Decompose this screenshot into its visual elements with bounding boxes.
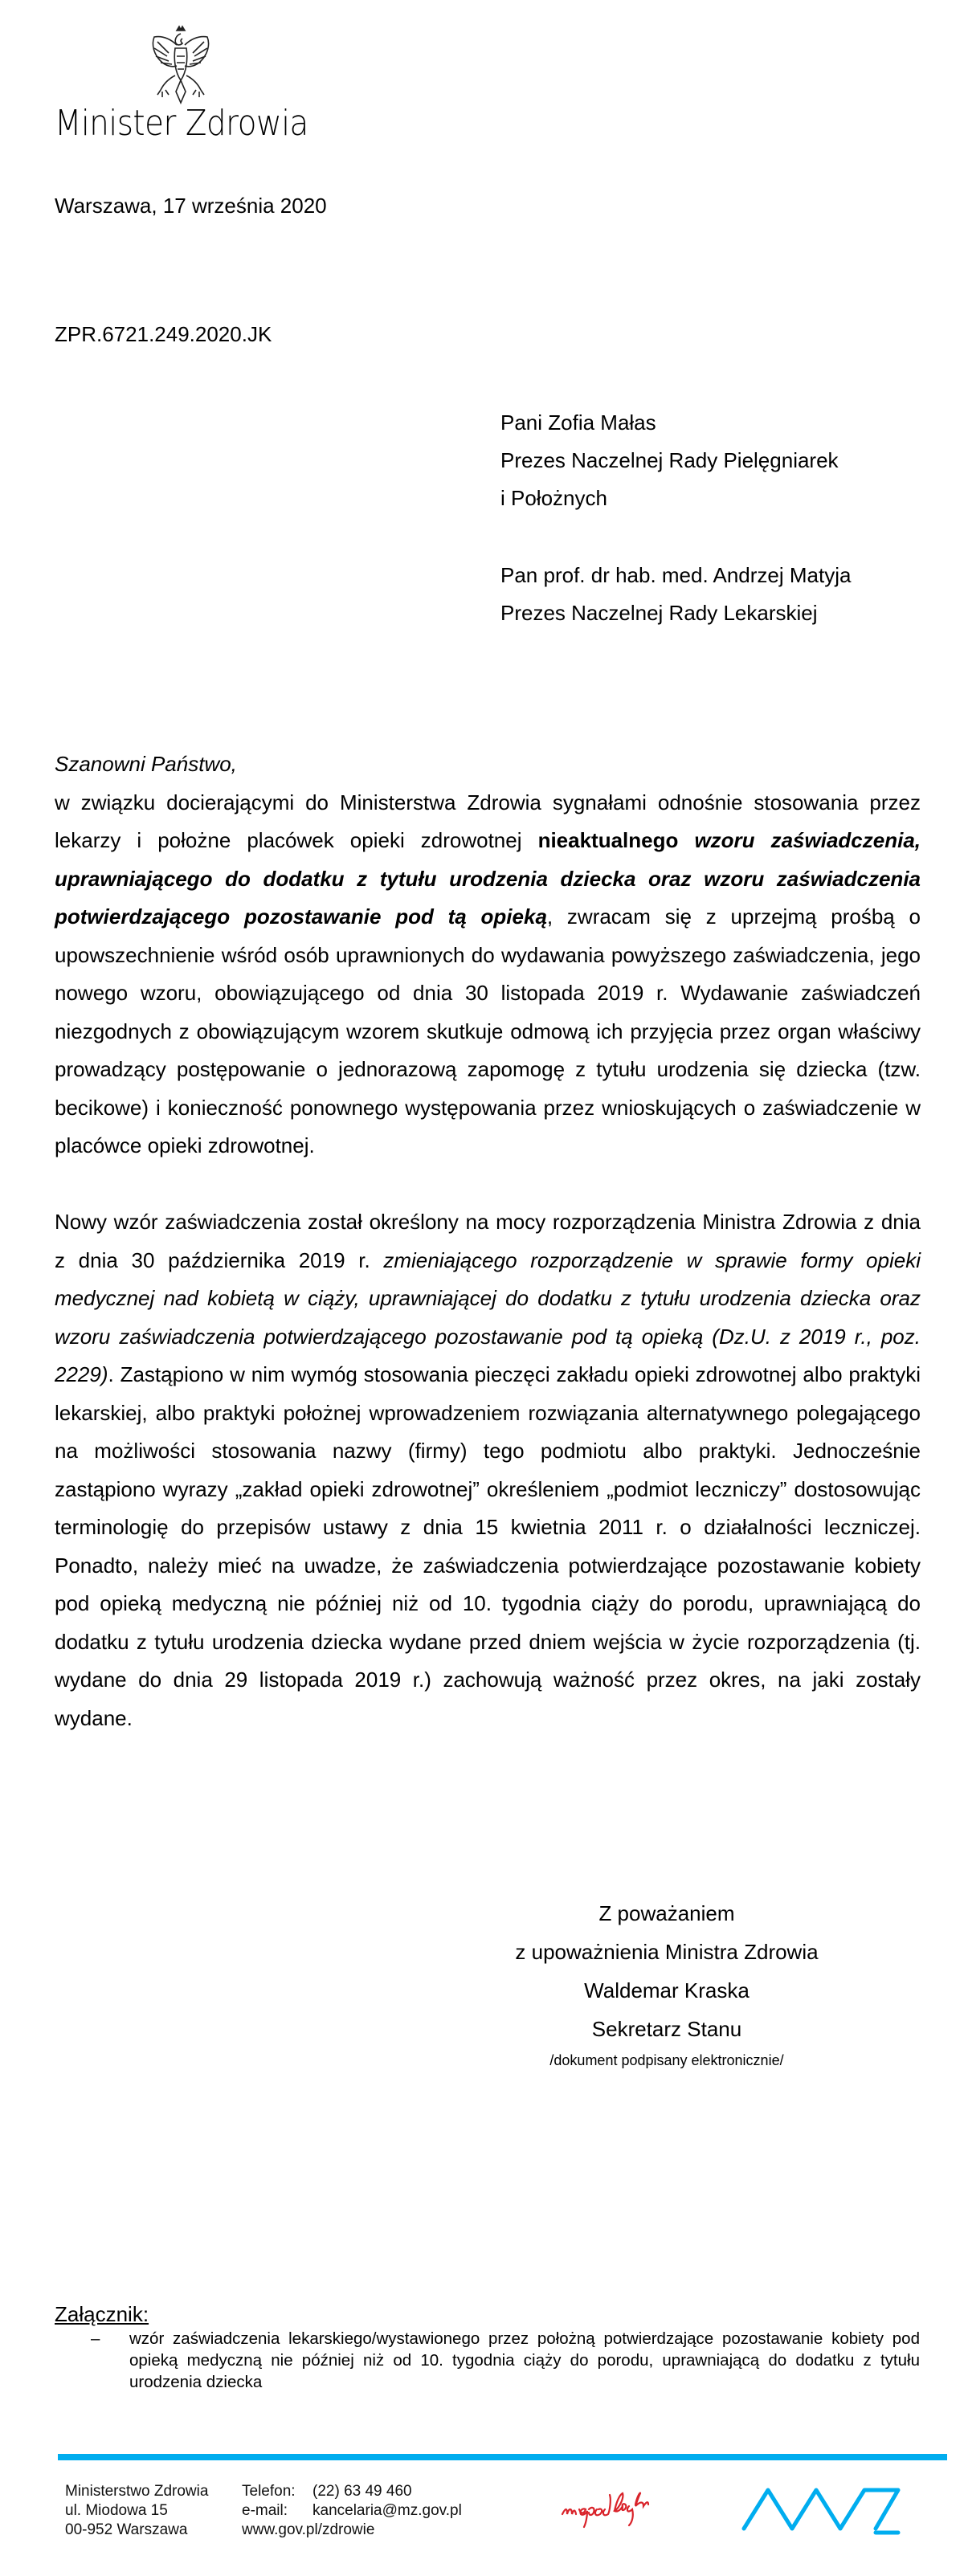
closing: Z poważaniem [598,1901,735,1925]
phone-number: (22) 63 49 460 [312,2483,412,2500]
polish-eagle-emblem-icon [145,24,217,111]
text-run: . Zastąpiono w nim wymóg stosowania pieczęci zakładu opieki zdrowotnej albo praktyki lekarskiej, albo praktyki położnej wprowadzeniem rozwiązania alternatywnego polegającego na możliwości stosowania nazwy (firmy) tego podmiotu albo praktyki. Jednocześnie zastąpiono wyrazy „zakład opieki zdrowotnej” określeniem „podmiot leczniczy” dostosowując terminologię do przepisów ustawy z dnia 15 kwietnia 2011 r. o działalności leczniczej. Ponadto, należy mieć na uwadze, że zaświadczenia potwierdzające pozostawanie kobiety pod opieką medyczną nie później niż od 10. tygodnia ciąży do porodu, uprawniającą do dodatku z tytułu urodzenia dziecka wydane przed dniem wejścia w życie rozporządzenia (tj. wydane do dnia 29 listopada 2019 r.) zachowują ważność przez okres, na jaki zostały wydane. [55,1362,921,1730]
recipient-line: Prezes Naczelnej Rady Pielęgniarek [500,448,839,472]
attachment-title: Załącznik: [55,2302,149,2326]
paragraph-gap [55,1166,921,1204]
recipient-block [500,404,839,517]
footer-address [65,2482,208,2540]
attachment-item [91,2328,920,2393]
recipient-line: Prezes Naczelnej Rady Lekarskiej [500,601,818,625]
bold-run: nieaktualnego [537,828,695,852]
footer-city: 00-952 Warszawa [65,2521,188,2538]
footer-contact [242,2482,462,2540]
attachment-text: wzór zaświadczenia lekarskiego/wystawionego przez położną potwierdzające pozostawanie kobiety pod opieką medyczną nie później niż od 10. tygodnia ciąży do porodu, uprawniającą do dodatku z tytułu urodzenia dziecka [129,2329,920,2391]
authority: z upoważnienia Ministra Zdrowia [515,1940,819,1964]
signatory-name: Waldemar Kraska [584,1978,750,2002]
text-run: Nowy wzór zaświadczenia został określony na mocy rozporządzenia Ministra Zdrowia z dnia z dnia 30 października 2019 r. [55,1210,921,1272]
italic-run: zmieniającego rozporządzenie w sprawie formy opieki medycznej nad kobietą w ciąży, uprawniającej do dodatku z tytułu urodzenia dziecka oraz wzoru zaświadczenia potwierdzającego pozostawanie pod tą opieką (Dz.U. z 2019 r., poz. 2229) [55,1247,921,1386]
footer-street: ul. Miodowa 15 [65,2502,168,2519]
dash-bullet: – [91,2329,100,2348]
reference-number: ZPR.6721.249.2020.JK [55,322,272,346]
ministry-title: Minister Zdrowia [55,103,308,144]
email-label: e-mail: [242,2502,288,2519]
signature-block [498,1894,835,2072]
letter-date: Warszawa, 17 września 2020 [55,194,327,218]
niepodlegla-logo-icon [554,2482,731,2538]
salutation: Szanowni Państwo, [55,752,237,776]
signatory-position: Sekretarz Stanu [591,2017,742,2041]
website-link[interactable]: www.gov.pl/zdrowie [242,2521,375,2538]
text-run: , zwracam się z uprzejmą prośbą o upowszechnienie wśród osób uprawnionych do wydawania powyższego zaświadczenia, jego nowego wzoru, obowiązującego od dnia 30 listopada 2019 r. Wydawanie zaświadczeń niezgodnych z obowiązującym wzorem skutkuje odmową ich przyjęcia przez organ właściwy prowadzący postępowanie o jednorazową zapomogę z tytułu urodzenia się dziecka (tzw. becikowe) i konieczność ponownego występowania przez wnioskujących o zaświadczenie w placówce opieki zdrowotnej. [55,904,921,1157]
email-row [242,2501,462,2521]
phone-row [242,2482,462,2501]
recipient-line: i Położnych [500,486,607,510]
mz-logo-icon [737,2482,914,2535]
text-run: w związku docierającymi do Ministerstwa Zdrowia sygnałami odnośnie stosowania przez lekarzy i położne placówek opieki zdrowotnej [55,790,921,852]
email-link[interactable]: kancelaria@mz.gov.pl [312,2502,462,2519]
recipient-block [500,557,851,632]
footer-divider [58,2454,947,2460]
footer-org: Ministerstwo Zdrowia [65,2483,209,2500]
paragraph-1 [55,784,921,1166]
phone-label: Telefon: [242,2483,296,2500]
recipient-line: Pani Zofia Małas [500,410,656,435]
signature-note: /dokument podpisany elektronicznie/ [549,2052,784,2068]
attachment-list [91,2328,920,2393]
recipient-line: Pan prof. dr hab. med. Andrzej Matyja [500,563,852,587]
letter-body [55,745,921,1737]
bold-italic-run: wzoru zaświadczenia, uprawniającego do dodatku z tytułu urodzenia dziecka oraz wzoru zaświadczenia potwierdzającego pozostawanie pod tą opieką [55,828,921,929]
paragraph-2 [55,1203,921,1737]
